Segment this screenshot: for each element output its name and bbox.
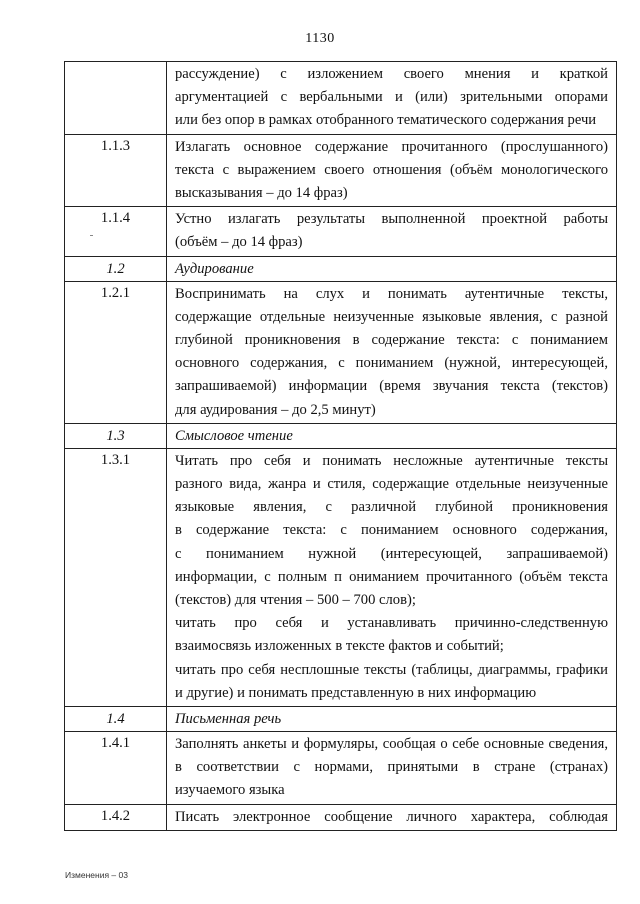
table-row (65, 732, 617, 805)
text-line: и другие) и понимать представленную в них информацию (175, 684, 537, 701)
item-number: 1.2 (65, 256, 167, 281)
item-description (167, 207, 617, 256)
text-line: взаимосвязь изложенных в тексте фактов и событий; (175, 638, 504, 655)
item-description (167, 62, 617, 135)
table-row (65, 134, 617, 207)
table-row (65, 207, 617, 256)
item-number: 1.4 (65, 707, 167, 732)
text-line: в соответствии с нормами, принятыми в стране (странах) (175, 759, 608, 776)
text-line: Аудирование (175, 260, 254, 277)
item-description (167, 448, 617, 706)
section-title (167, 256, 617, 281)
item-number: 1.4.2 (65, 804, 167, 830)
item-number (65, 62, 167, 135)
text-line: глубиной проникновения в содержание текста: с пониманием (175, 332, 608, 349)
requirements-table (64, 61, 617, 831)
text-line: аргументацией с вербальными и (или) зрительными опорами (175, 89, 608, 106)
section-row (65, 707, 617, 732)
table-row (65, 62, 617, 135)
text-line: изучаемого языка (175, 782, 285, 799)
item-description (167, 804, 617, 830)
table-body (65, 62, 617, 831)
text-line: Излагать основное содержание прочитанного (прослушанного) (175, 138, 608, 155)
page-footer: Изменения – 03 (65, 870, 128, 880)
text-line: Письменная речь (175, 711, 282, 728)
text-line: Заполнять анкеты и формуляры, сообщая о себе основные сведения, (175, 736, 608, 753)
item-description (167, 134, 617, 207)
section-row (65, 256, 617, 281)
text-line: для аудирования – до 2,5 минут) (175, 401, 376, 418)
text-line: (текстов) для чтения – 500 – 700 слов); (175, 592, 416, 609)
text-line: запрашиваемой) информации (время звучания текста (текстов) (175, 378, 608, 395)
page-number: 1130 (305, 31, 335, 46)
table-row (65, 804, 617, 830)
item-number: 1.1.3 (65, 134, 167, 207)
text-line: (объём – до 14 фраз) (175, 234, 303, 251)
text-line: Устно излагать результаты выполненной проектной работы (175, 211, 608, 228)
text-line: основного содержания, с пониманием (нужной, интересующей, (175, 355, 608, 372)
item-number: 1.2.1 (65, 281, 167, 423)
item-description (167, 281, 617, 423)
text-line: читать про себя несплошные тексты (таблицы, диаграммы, графики (175, 661, 608, 678)
item-number: 1.4.1 (65, 732, 167, 805)
text-line: информации, с полным п ониманием прочитанного (объём текста (175, 568, 608, 585)
text-line: или без опор в рамках отобранного тематического содержания речи (175, 112, 597, 129)
text-line: читать про себя и устанавливать причинно-следственную (175, 615, 608, 632)
item-number: 1.1.4 (65, 207, 167, 256)
text-line: с пониманием нужной (интересующей, запрашиваемой) (175, 545, 608, 562)
text-line: Читать про себя и понимать несложные аутентичные тексты (175, 452, 608, 469)
item-number: 1.3 (65, 423, 167, 448)
text-line: Воспринимать на слух и понимать аутентичные тексты, (175, 285, 608, 302)
text-line: Смысловое чтение (175, 427, 293, 444)
section-title (167, 423, 617, 448)
text-line: Писать электронное сообщение личного характера, соблюдая (175, 808, 608, 825)
text-line: разного вида, жанра и стиля, содержащие отдельные неизученные (175, 476, 608, 493)
item-number: 1.3.1 (65, 448, 167, 706)
item-description (167, 732, 617, 805)
text-line: высказывания – до 14 фраз) (175, 185, 348, 202)
section-row (65, 423, 617, 448)
table-row (65, 448, 617, 706)
table-row (65, 281, 617, 423)
text-line: содержащие отдельные неизученные языковые явления, с разной (175, 308, 608, 325)
section-title (167, 707, 617, 732)
text-line: в содержание текста: с пониманием основного содержания, (175, 522, 608, 539)
text-line: текста с выражением своего отношения (объём монологического (175, 161, 608, 178)
text-line: языковые явления, с различной глубиной проникновения (175, 499, 608, 516)
text-line: рассуждение) с изложением своего мнения и краткой (175, 66, 608, 82)
